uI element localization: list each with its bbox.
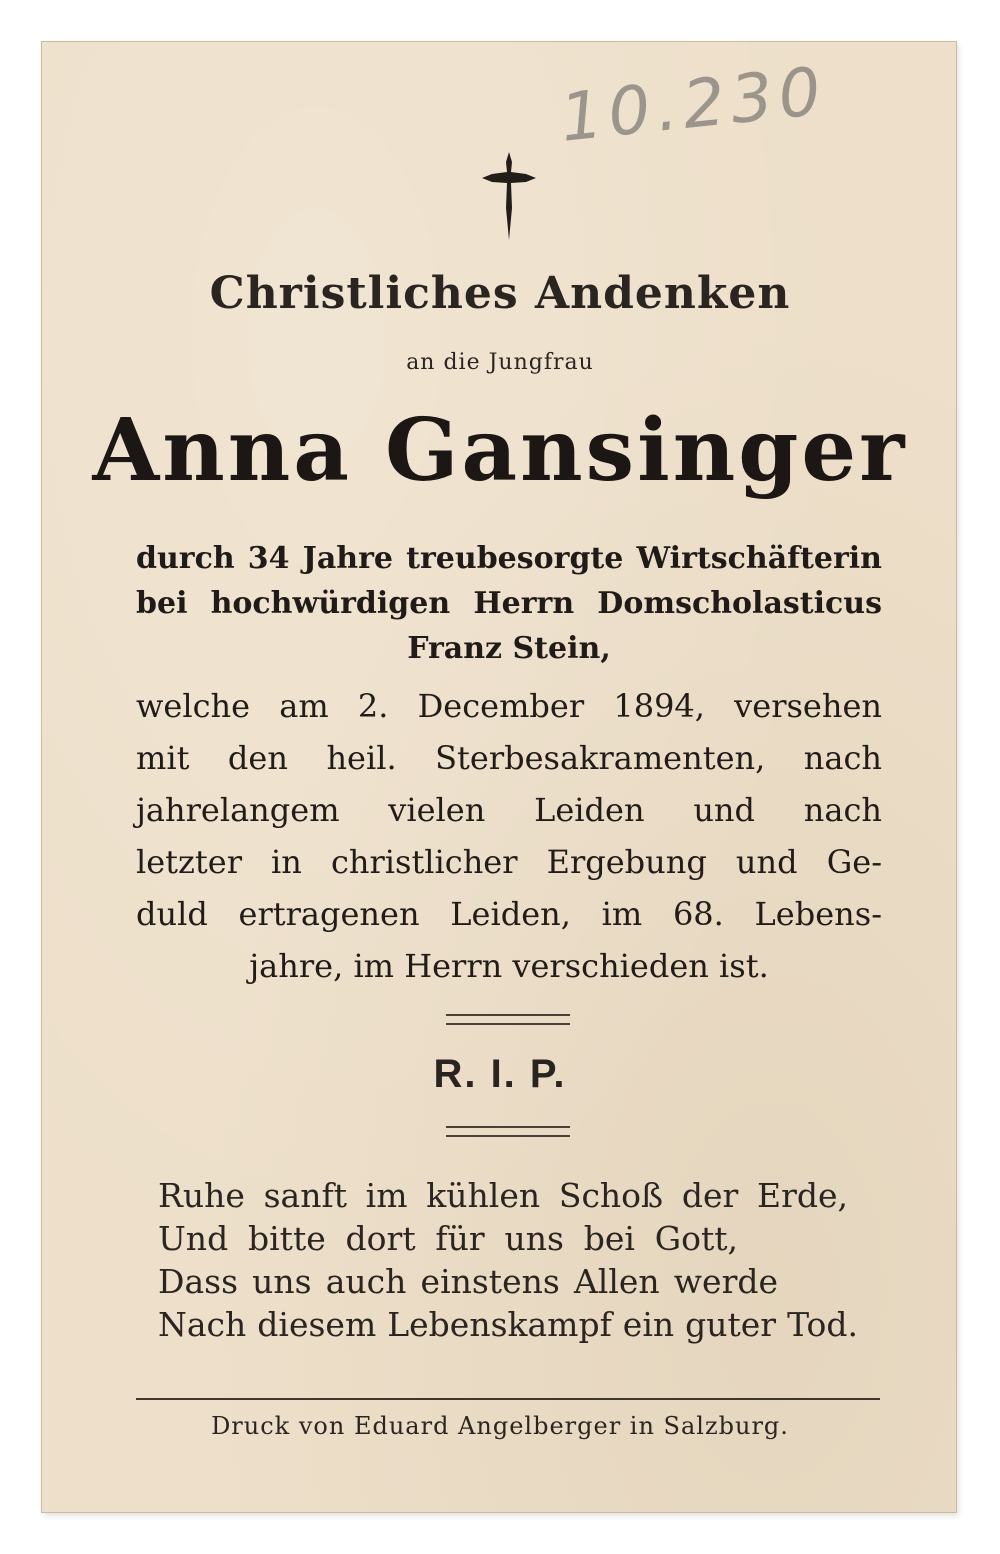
deceased-name: Anna Gansinger bbox=[92, 400, 908, 501]
poem-line: Ruhe sanft im kühlen Schoß der Erde, bbox=[158, 1176, 848, 1215]
poem bbox=[158, 1174, 858, 1346]
obituary-line: letzter in christlicher Ergebung und Ge- bbox=[136, 843, 882, 881]
cross-icon bbox=[478, 150, 540, 242]
obituary-line: welche am 2. December 1894, versehen bbox=[136, 687, 882, 725]
description-line: durch 34 Jahre treubesorgte Wirtschäfterin bbox=[136, 541, 882, 576]
poem-line: Dass uns auch einstens Allen werde bbox=[158, 1262, 778, 1301]
obituary-line: jahrelangem vielen Leiden und nach bbox=[136, 791, 882, 829]
archive-number: 10.230 bbox=[556, 52, 831, 157]
footer-divider bbox=[136, 1398, 880, 1400]
description-line: Franz Stein, bbox=[407, 631, 611, 666]
obituary-line: duld ertragenen Leiden, im 68. Lebens- bbox=[136, 895, 882, 933]
description-paragraph bbox=[136, 536, 882, 671]
obituary-line: mit den heil. Sterbesakramenten, nach bbox=[136, 739, 882, 777]
printer-imprint: Druck von Eduard Angelberger in Salzburg. bbox=[211, 1412, 789, 1440]
description-line: bei hochwürdigen Herrn Domscholasticus bbox=[136, 586, 882, 621]
divider-bottom bbox=[446, 1126, 570, 1137]
obituary-paragraph bbox=[136, 680, 882, 992]
card-subtitle: an die Jungfrau bbox=[406, 350, 594, 375]
obituary-line: jahre, im Herrn verschieden ist. bbox=[249, 947, 769, 985]
card-title: Christliches Andenken bbox=[209, 268, 791, 319]
poem-line: Und bitte dort für uns bei Gott, bbox=[158, 1219, 738, 1258]
rip-text: R. I. P. bbox=[433, 1052, 567, 1096]
divider-top bbox=[446, 1014, 570, 1025]
poem-line: Nach diesem Lebenskampf ein guter Tod. bbox=[158, 1305, 858, 1344]
